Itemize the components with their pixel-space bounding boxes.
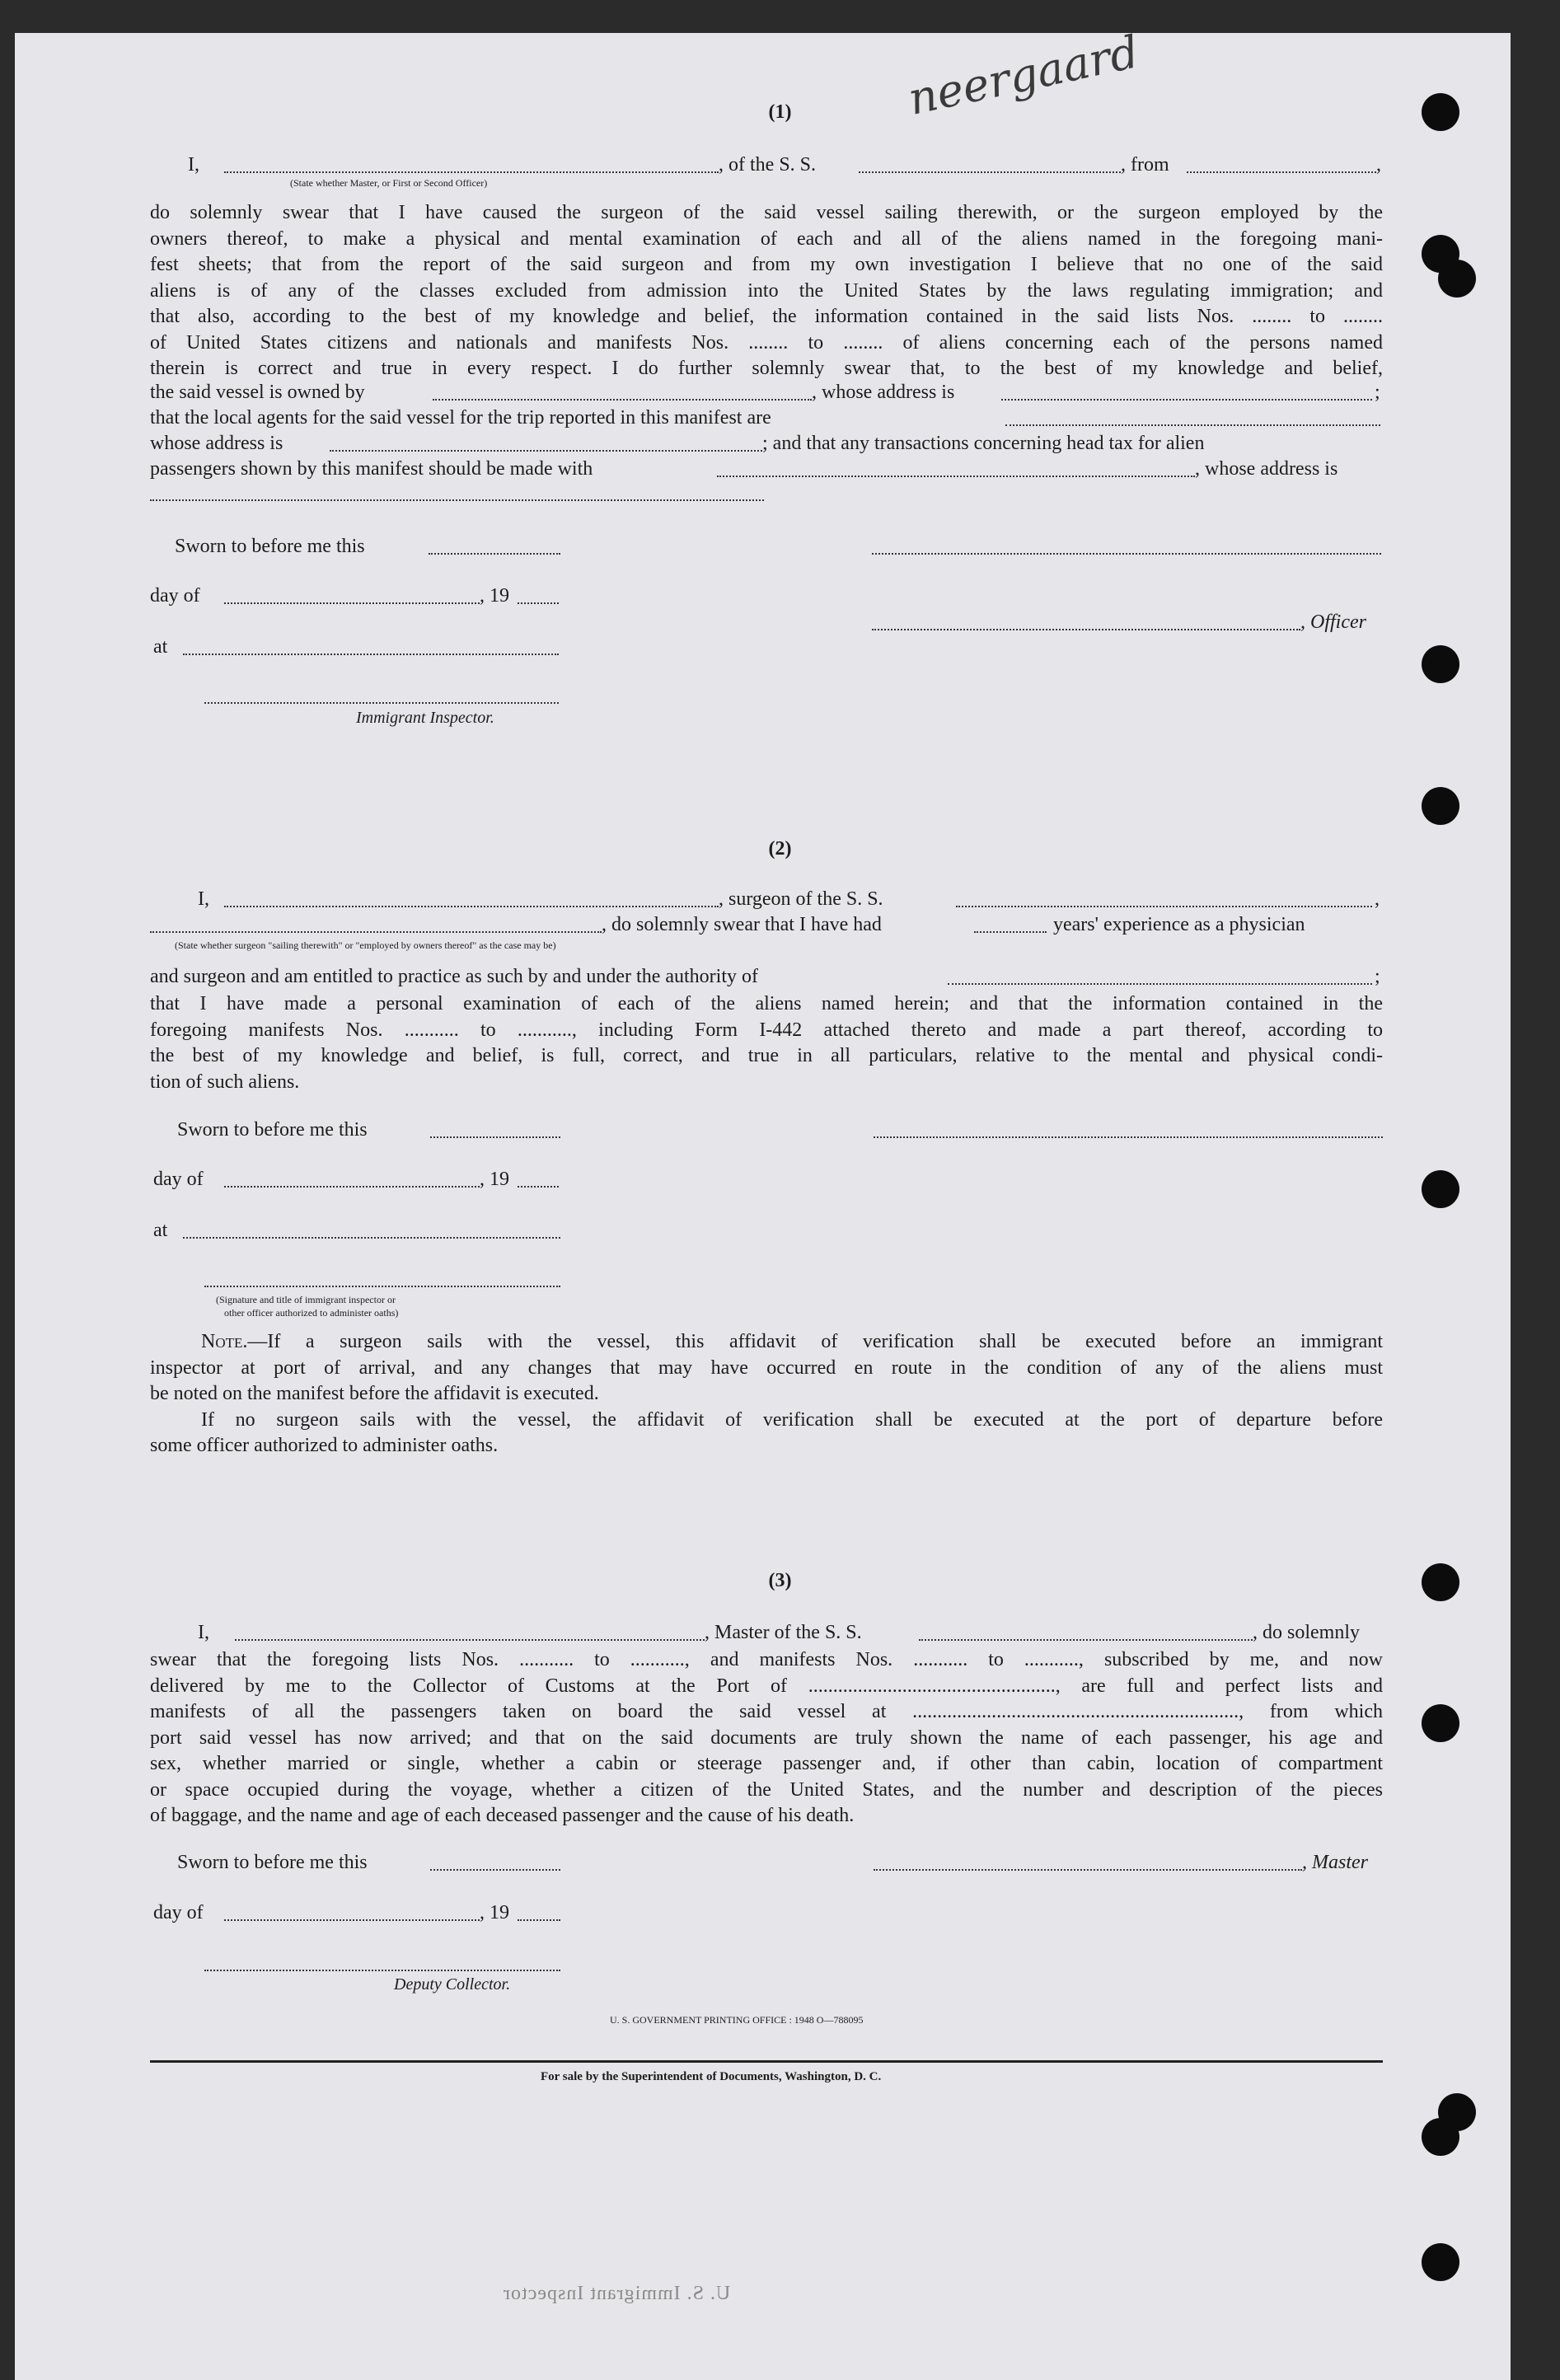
section-2-heading: (2) bbox=[768, 838, 792, 860]
s2-years: years' experience as a physician bbox=[1053, 914, 1305, 935]
s1-day-of: day of bbox=[150, 585, 200, 607]
text-line: foregoing manifests Nos. ........... to ..........., including Form I-442 attached thereto and made a part thereof, according to bbox=[150, 1019, 1383, 1041]
s3-year-blank bbox=[518, 1919, 560, 1921]
s3-deputy-line bbox=[204, 1970, 560, 1971]
binder-hole bbox=[1422, 1170, 1459, 1208]
s1-whose-address-2: whose address is bbox=[150, 433, 283, 454]
s3-master-of: , Master of the S. S. bbox=[705, 1622, 862, 1643]
s2-authority-blank bbox=[948, 983, 1372, 985]
s3-day-of: day of bbox=[153, 1902, 204, 1923]
binder-hole bbox=[1422, 2243, 1459, 2281]
s1-sworn-blank bbox=[429, 553, 560, 555]
note-line: some officer authorized to administer oaths. bbox=[150, 1435, 499, 1456]
s1-transactions-blank bbox=[717, 476, 1195, 477]
s1-inspector-caption: Immigrant Inspector. bbox=[356, 709, 494, 727]
s3-year: , 19 bbox=[480, 1902, 509, 1923]
s2-years-blank bbox=[974, 931, 1047, 933]
s2-day-blank bbox=[224, 1186, 480, 1188]
binder-hole bbox=[1422, 787, 1459, 825]
text-line: of baggage, and the name and age of each deceased passenger and the cause of his death. bbox=[150, 1805, 855, 1826]
s3-name-blank bbox=[235, 1639, 705, 1641]
s1-at-blank bbox=[183, 654, 559, 655]
s2-signature-line bbox=[874, 1136, 1383, 1138]
text-line: or space occupied during the voyage, whether a citizen of the United States, and the number and description of the pieces bbox=[150, 1778, 1383, 1801]
note-line: be noted on the manifest before the affidavit is executed. bbox=[150, 1383, 599, 1404]
s2-paragraph bbox=[150, 991, 1383, 1095]
s1-officer-blank bbox=[224, 171, 719, 173]
binder-hole bbox=[1438, 260, 1476, 298]
text-line: port said vessel has now arrived; and that on the said documents are truly shown the name of each passenger, his age and bbox=[150, 1726, 1383, 1749]
s3-do-solemnly: , do solemnly bbox=[1253, 1622, 1360, 1643]
s2-swear: , do solemnly swear that I have had bbox=[602, 914, 882, 935]
note-label: Note. bbox=[201, 1331, 248, 1352]
s2-sig-caption-2: other officer authorized to administer oaths) bbox=[224, 1307, 399, 1319]
s1-I: I, bbox=[188, 154, 199, 176]
s1-year: , 19 bbox=[480, 585, 509, 607]
binder-hole bbox=[1422, 2118, 1459, 2156]
s3-master bbox=[1302, 1852, 1368, 1874]
s1-owned-by: the said vessel is owned by bbox=[150, 382, 365, 403]
s1-day-blank bbox=[224, 602, 480, 604]
s2-authority: and surgeon and am entitled to practice as such by and under the authority of bbox=[150, 966, 758, 987]
s1-local-agents: that the local agents for the said vessel for the trip reported in this manifest are bbox=[150, 407, 771, 429]
text-line: manifests of all the passengers taken on board the said vessel at .................................................................., from which bbox=[150, 1701, 1383, 1722]
note-line: If no surgeon sails with the vessel, the affidavit of verification shall be executed at the port of departure before bbox=[201, 1408, 1383, 1431]
s1-sworn: Sworn to before me this bbox=[175, 536, 365, 557]
s2-inspector-line bbox=[204, 1286, 560, 1287]
bleed-through-stamp: U. S. Immigrant Inspector bbox=[503, 2283, 731, 2304]
s2-I: I, bbox=[198, 888, 209, 910]
s3-sworn-blank bbox=[430, 1869, 560, 1871]
text-line: sex, whether married or single, whether a cabin or steerage passenger and, if other than cabin, location of compartment bbox=[150, 1753, 1383, 1774]
s1-paragraph bbox=[150, 200, 1383, 382]
s1-semicolon: ; bbox=[1375, 382, 1380, 403]
text-line: delivered by me to the Collector of Customs at the Port of .................................................., are full and perfect lists and bbox=[150, 1675, 1383, 1697]
text-line: therein is correct and true in every respect. I do further solemnly swear that, to the best of my knowledge and belief, bbox=[150, 358, 1383, 379]
s1-from-blank bbox=[1187, 171, 1376, 173]
section-3-heading: (3) bbox=[768, 1570, 792, 1591]
s1-whose-address-3: , whose address is bbox=[1195, 458, 1338, 480]
note-text: —If a surgeon sails with the vessel, this affidavit of verification shall be executed before an immigrant bbox=[247, 1331, 1383, 1352]
s1-signature-line bbox=[872, 553, 1381, 555]
s2-sworn-blank bbox=[430, 1136, 560, 1138]
s2-note bbox=[150, 1329, 1383, 1459]
s1-year-blank bbox=[518, 602, 559, 604]
text-line: fest sheets; that from the report of the said surgeon and from my own investigation I believe that no one of the said bbox=[150, 254, 1383, 275]
s1-inspector-line bbox=[204, 702, 559, 704]
note-line bbox=[150, 1329, 1383, 1356]
text-line: owners thereof, to make a physical and mental examination of each and all of the aliens named in the foregoing mani- bbox=[150, 227, 1383, 250]
s3-paragraph bbox=[150, 1647, 1383, 1830]
text-line: the best of my knowledge and belief, is full, correct, and true in all particulars, relative to the mental and physical condi- bbox=[150, 1045, 1383, 1066]
s1-passengers: passengers shown by this manifest should be made with bbox=[150, 458, 593, 480]
s1-from: , from bbox=[1121, 154, 1169, 176]
s3-I: I, bbox=[198, 1622, 209, 1643]
s1-agents-blank bbox=[1005, 424, 1380, 426]
s2-year: , 19 bbox=[480, 1169, 509, 1190]
section-1-heading: (1) bbox=[768, 101, 792, 123]
s1-address2-blank bbox=[330, 450, 762, 452]
s2-caption: (State whether surgeon "sailing therewith" or "employed by owners thereof" as the case may be) bbox=[175, 939, 556, 951]
text-line: tion of such aliens. bbox=[150, 1071, 300, 1093]
s3-day-blank bbox=[224, 1919, 480, 1921]
text-line: do solemnly swear that I have caused the surgeon of the said vessel sailing therewith, or the surgeon employed by the bbox=[150, 202, 1383, 223]
s1-of-ss: , of the S. S. bbox=[719, 154, 817, 176]
s1-at: at bbox=[153, 636, 168, 658]
s3-master-line bbox=[874, 1869, 1302, 1871]
printing-office: U. S. GOVERNMENT PRINTING OFFICE : 1948 O—788095 bbox=[610, 2014, 864, 2026]
s2-day-of: day of bbox=[153, 1169, 204, 1190]
s1-address3-blank bbox=[150, 499, 764, 501]
s2-sig-caption-1: (Signature and title of immigrant inspector or bbox=[216, 1294, 396, 1305]
s1-whose-address: , whose address is bbox=[812, 382, 955, 403]
s3-master-label: , Master bbox=[1302, 1852, 1368, 1873]
s1-officer-caption: (State whether Master, or First or Second Officer) bbox=[290, 177, 488, 189]
s1-end: , bbox=[1376, 154, 1381, 176]
s1-officer-label: , Officer bbox=[1300, 611, 1366, 633]
binder-hole bbox=[1422, 645, 1459, 683]
footer-rule bbox=[150, 2060, 1383, 2063]
s3-sworn: Sworn to before me this bbox=[177, 1852, 368, 1873]
handwritten-name: neergaard bbox=[903, 26, 1144, 125]
s1-officer-line bbox=[872, 629, 1300, 630]
text-line: aliens is of any of the classes excluded from admission into the United States by the laws regulating immigration; and bbox=[150, 279, 1383, 302]
s2-capacity-blank bbox=[150, 931, 602, 933]
s2-at-blank bbox=[183, 1237, 560, 1239]
text-line: that I have made a personal examination of each of the aliens named herein; and that the information contained in the bbox=[150, 993, 1383, 1014]
s1-ss-blank bbox=[859, 171, 1121, 173]
s2-semicolon: ; bbox=[1375, 966, 1380, 987]
s3-deputy-caption: Deputy Collector. bbox=[394, 1975, 511, 1993]
text-line: swear that the foregoing lists Nos. ........... to ..........., and manifests Nos. ........... to ..........., subscribed by me, and now bbox=[150, 1649, 1383, 1670]
s2-year-blank bbox=[518, 1186, 559, 1188]
text-line: that also, according to the best of my knowledge and belief, the information contained in the said lists Nos. ........ to ........ bbox=[150, 306, 1383, 327]
s1-head-tax: ; and that any transactions concerning head tax for alien bbox=[762, 433, 1205, 454]
binder-hole bbox=[1422, 1704, 1459, 1742]
s2-end: , bbox=[1375, 888, 1380, 910]
s2-at: at bbox=[153, 1220, 168, 1241]
s2-ss-blank bbox=[956, 906, 1372, 907]
text-line: of United States citizens and nationals and manifests Nos. ........ to ........ of aliens concerning each of the persons named bbox=[150, 331, 1383, 354]
s1-officer bbox=[1300, 611, 1366, 634]
for-sale-notice: For sale by the Superintendent of Documents, Washington, D. C. bbox=[541, 2070, 882, 2083]
s2-sworn: Sworn to before me this bbox=[177, 1119, 368, 1141]
s2-name-blank bbox=[224, 906, 719, 907]
s1-address-blank bbox=[1001, 399, 1372, 401]
s3-ss-blank bbox=[919, 1639, 1253, 1641]
s2-surgeon-of: , surgeon of the S. S. bbox=[719, 888, 883, 910]
note-line: inspector at port of arrival, and any changes that may have occurred en route in the condition of any of the aliens must bbox=[150, 1356, 1383, 1379]
s1-owner-blank bbox=[433, 399, 812, 401]
